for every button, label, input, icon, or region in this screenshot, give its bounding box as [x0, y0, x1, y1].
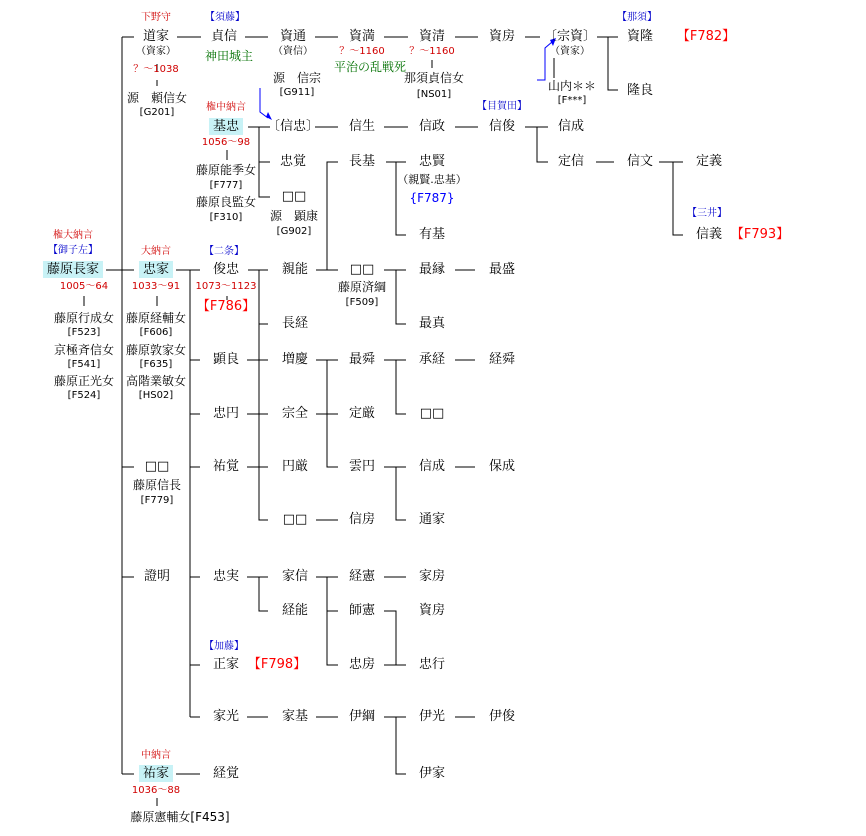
person-saiyen: 最縁	[418, 262, 446, 277]
spouse-motota-2: 藤原良監女	[195, 195, 257, 209]
person-tadakata: 忠賢	[418, 154, 446, 169]
link-f787[interactable]: {F787}	[409, 191, 455, 205]
person-nobutada: 〔信忠〕	[266, 119, 320, 134]
spouse-id-tadaie-3: [HS02]	[138, 390, 174, 401]
person-blank3: □□	[419, 406, 445, 421]
spouse-id-tadaie-2: [F635]	[139, 359, 173, 370]
date-michiie: ？～1038	[133, 64, 179, 75]
spouse-blank2: 藤原済綱	[337, 280, 387, 294]
clan-tag-suto: 【須藤】	[205, 12, 245, 23]
person-yukaku: 祐覚	[212, 459, 240, 474]
person-michiie2: 通家	[418, 512, 446, 527]
person-nobuo: 信生	[348, 119, 376, 134]
person-arimoto: 有基	[418, 227, 446, 242]
link-f782[interactable]: 【F782】	[676, 29, 736, 44]
person-suketaka: 資隆	[626, 29, 654, 44]
spouse-id-blank4: [F779]	[140, 495, 174, 506]
spouse-id-nagaie-2: [F541]	[67, 359, 101, 370]
note-sukemichi: （資信）	[273, 46, 313, 57]
clan-tag-mitsui: 【三井】	[687, 208, 727, 219]
person-zokei: 増慶	[281, 352, 309, 367]
person-nobufusa: 信房	[348, 512, 376, 527]
spouse-id-motota-2: [F310]	[209, 212, 243, 223]
person-akiyoshi: 顕良	[212, 352, 240, 367]
spouse-michiie: 源 頼信女	[126, 91, 188, 105]
person-tadafusa: 忠房	[348, 657, 376, 672]
id-minamoto-nobumune: [G911]	[279, 87, 315, 98]
person-sukemichi: 資通	[279, 29, 307, 44]
spouse-id-michiie: [G201]	[139, 107, 175, 118]
link-f793[interactable]: 【F793】	[730, 227, 790, 242]
person-saishin: 最真	[418, 316, 446, 331]
spouse-sukekiyo: 那須貞信女	[403, 71, 465, 85]
spouse-tadaie-2: 藤原敦家女	[125, 343, 187, 357]
spouse-suketada: 藤原憲輔女[F453]	[130, 810, 230, 824]
person-nobushige: 信成	[418, 459, 446, 474]
clan-tag-migohidari: 【御子左】	[48, 245, 98, 256]
person-sukefusa2: 資房	[418, 603, 446, 618]
spouse-id-tadaie-1: [F606]	[139, 327, 173, 338]
person-tadayuki: 忠行	[418, 657, 446, 672]
person-tadazane: 忠実	[212, 569, 240, 584]
person-sadanobu: 貞信	[210, 29, 238, 44]
date-motota: 1056～98	[201, 137, 251, 148]
person-iemitsu: 家光	[212, 709, 240, 724]
person-chukaku: 忠覚	[279, 154, 307, 169]
person-nobufumi: 信文	[626, 154, 654, 169]
spouse-tadaie-1: 藤原経輔女	[125, 311, 187, 325]
clan-tag-mekata: 【目賀田】	[477, 101, 527, 112]
person-takayoshi: 隆良	[626, 83, 654, 98]
spouse-id-motota-1: [F777]	[209, 180, 243, 191]
person-sadayoshi: 定義	[695, 154, 723, 169]
spouse-id-sukekiyo: [NS01]	[416, 89, 452, 100]
person-yamauchi: 山内＊＊	[547, 79, 597, 93]
person-blank5: □□	[282, 512, 308, 527]
spouse-blank4: 藤原信長	[132, 478, 182, 492]
id-yamauchi: [F***]	[557, 95, 587, 106]
link-f798[interactable]: 【F798】	[247, 657, 307, 672]
person-suketada: 祐家	[139, 765, 173, 782]
person-iefusa: 家房	[418, 569, 446, 584]
person-kyoshun: 経舜	[488, 352, 516, 367]
person-iemoto: 家基	[281, 709, 309, 724]
person-nagatsune: 長経	[281, 316, 309, 331]
person-tsunenori: 経憲	[348, 569, 376, 584]
clan-tag-kato: 【加藤】	[204, 641, 244, 652]
person-shokei: 承経	[418, 352, 446, 367]
date-toshitada: 1073～1123	[195, 281, 257, 292]
person-blank2: □□	[349, 262, 375, 277]
date-sukemitsu: ？～1160	[339, 46, 385, 57]
person-masaie: 正家	[212, 657, 240, 672]
person-tadaie: 忠家	[139, 261, 173, 278]
link-f786[interactable]: 【F786】	[196, 299, 256, 314]
date-nagaie: 1005～64	[59, 281, 109, 292]
person-toshitada: 俊忠	[212, 262, 240, 277]
person-jogon: 定厳	[348, 406, 376, 421]
person-koretoshi: 伊俊	[488, 709, 516, 724]
clan-tag-nijo: 【二条】	[204, 246, 244, 257]
person-yasushige: 保成	[488, 459, 516, 474]
person-sadanobu2: 定信	[557, 154, 585, 169]
person-nagamoto: 長基	[348, 154, 376, 169]
person-blank1: □□	[281, 189, 307, 204]
person-chuen: 忠円	[212, 406, 240, 421]
person-shiken: 師憲	[348, 603, 376, 618]
person-koretsuna: 伊綱	[348, 709, 376, 724]
person-ienobu: 家信	[281, 569, 309, 584]
spouse-nagaie-2: 京極斉信女	[53, 343, 115, 357]
spouse-id-blank2: [F509]	[345, 297, 379, 308]
person-tsuneyoshi: 経能	[281, 603, 309, 618]
note-munesuke: （資家）	[550, 46, 590, 57]
person-koremitsu: 伊光	[418, 709, 446, 724]
person-nobutoshi: 信俊	[488, 119, 516, 134]
date-suketada: 1036～88	[131, 785, 181, 796]
spouse-id-nagaie-3: [F524]	[67, 390, 101, 401]
person-nobumasa: 信政	[418, 119, 446, 134]
person-sozen: 宗全	[281, 406, 309, 421]
person-munesuke: 〔宗資〕	[543, 29, 597, 44]
date-tadaie: 1033～91	[131, 281, 181, 292]
spouse-motota-1: 藤原能季女	[195, 163, 257, 177]
person-motota: 基忠	[209, 118, 243, 135]
date-sukekiyo: ？～1160	[409, 46, 455, 57]
title-dainagon: 大納言	[141, 246, 171, 257]
title-shimotsuke: 下野守	[141, 12, 171, 23]
spouse-tadaie-3: 高階業敏女	[125, 374, 187, 388]
person-saisei: 最盛	[488, 262, 516, 277]
person-nobunari: 信成	[557, 119, 585, 134]
person-kyokaku: 経覚	[212, 766, 240, 781]
person-michiie: 道家	[142, 29, 170, 44]
person-koreie: 伊家	[418, 766, 446, 781]
person-chikayoshi: 親能	[281, 262, 309, 277]
person-saishun: 最舜	[348, 352, 376, 367]
person-sukemitsu: 資満	[348, 29, 376, 44]
person-shomyo: 證明	[143, 569, 171, 584]
clan-tag-nasu: 【那須】	[617, 12, 657, 23]
person-blank4: □□	[144, 459, 170, 474]
person-sukekiyo: 資清	[418, 29, 446, 44]
person-unen: 雲円	[348, 459, 376, 474]
spouse-blank1: 源 顕康	[269, 209, 319, 223]
note-tadakata: （親賢.忠基）	[397, 173, 467, 186]
spouse-id-blank1: [G902]	[276, 226, 312, 237]
person-engon: 円厳	[281, 459, 309, 474]
person-nobuyoshi: 信義	[695, 227, 723, 242]
title-gon-dainagon: 権大納言	[53, 230, 93, 241]
spouse-nagaie-1: 藤原行成女	[53, 311, 115, 325]
person-nagaie: 藤原長家	[43, 261, 103, 278]
spouse-nagaie-3: 藤原正光女	[53, 374, 115, 388]
spouse-id-nagaie-1: [F523]	[67, 327, 101, 338]
title-chunagon: 中納言	[141, 750, 171, 761]
note-kanda-joshu: 神田城主	[204, 49, 254, 63]
person-minamoto-nobumune: 源 信宗	[272, 71, 322, 85]
note-michiie: （資家）	[136, 46, 176, 57]
person-sukefusa: 資房	[488, 29, 516, 44]
title-gon-chunagon: 権中納言	[206, 102, 246, 113]
note-heiji: 平治の乱戦死	[333, 60, 407, 74]
